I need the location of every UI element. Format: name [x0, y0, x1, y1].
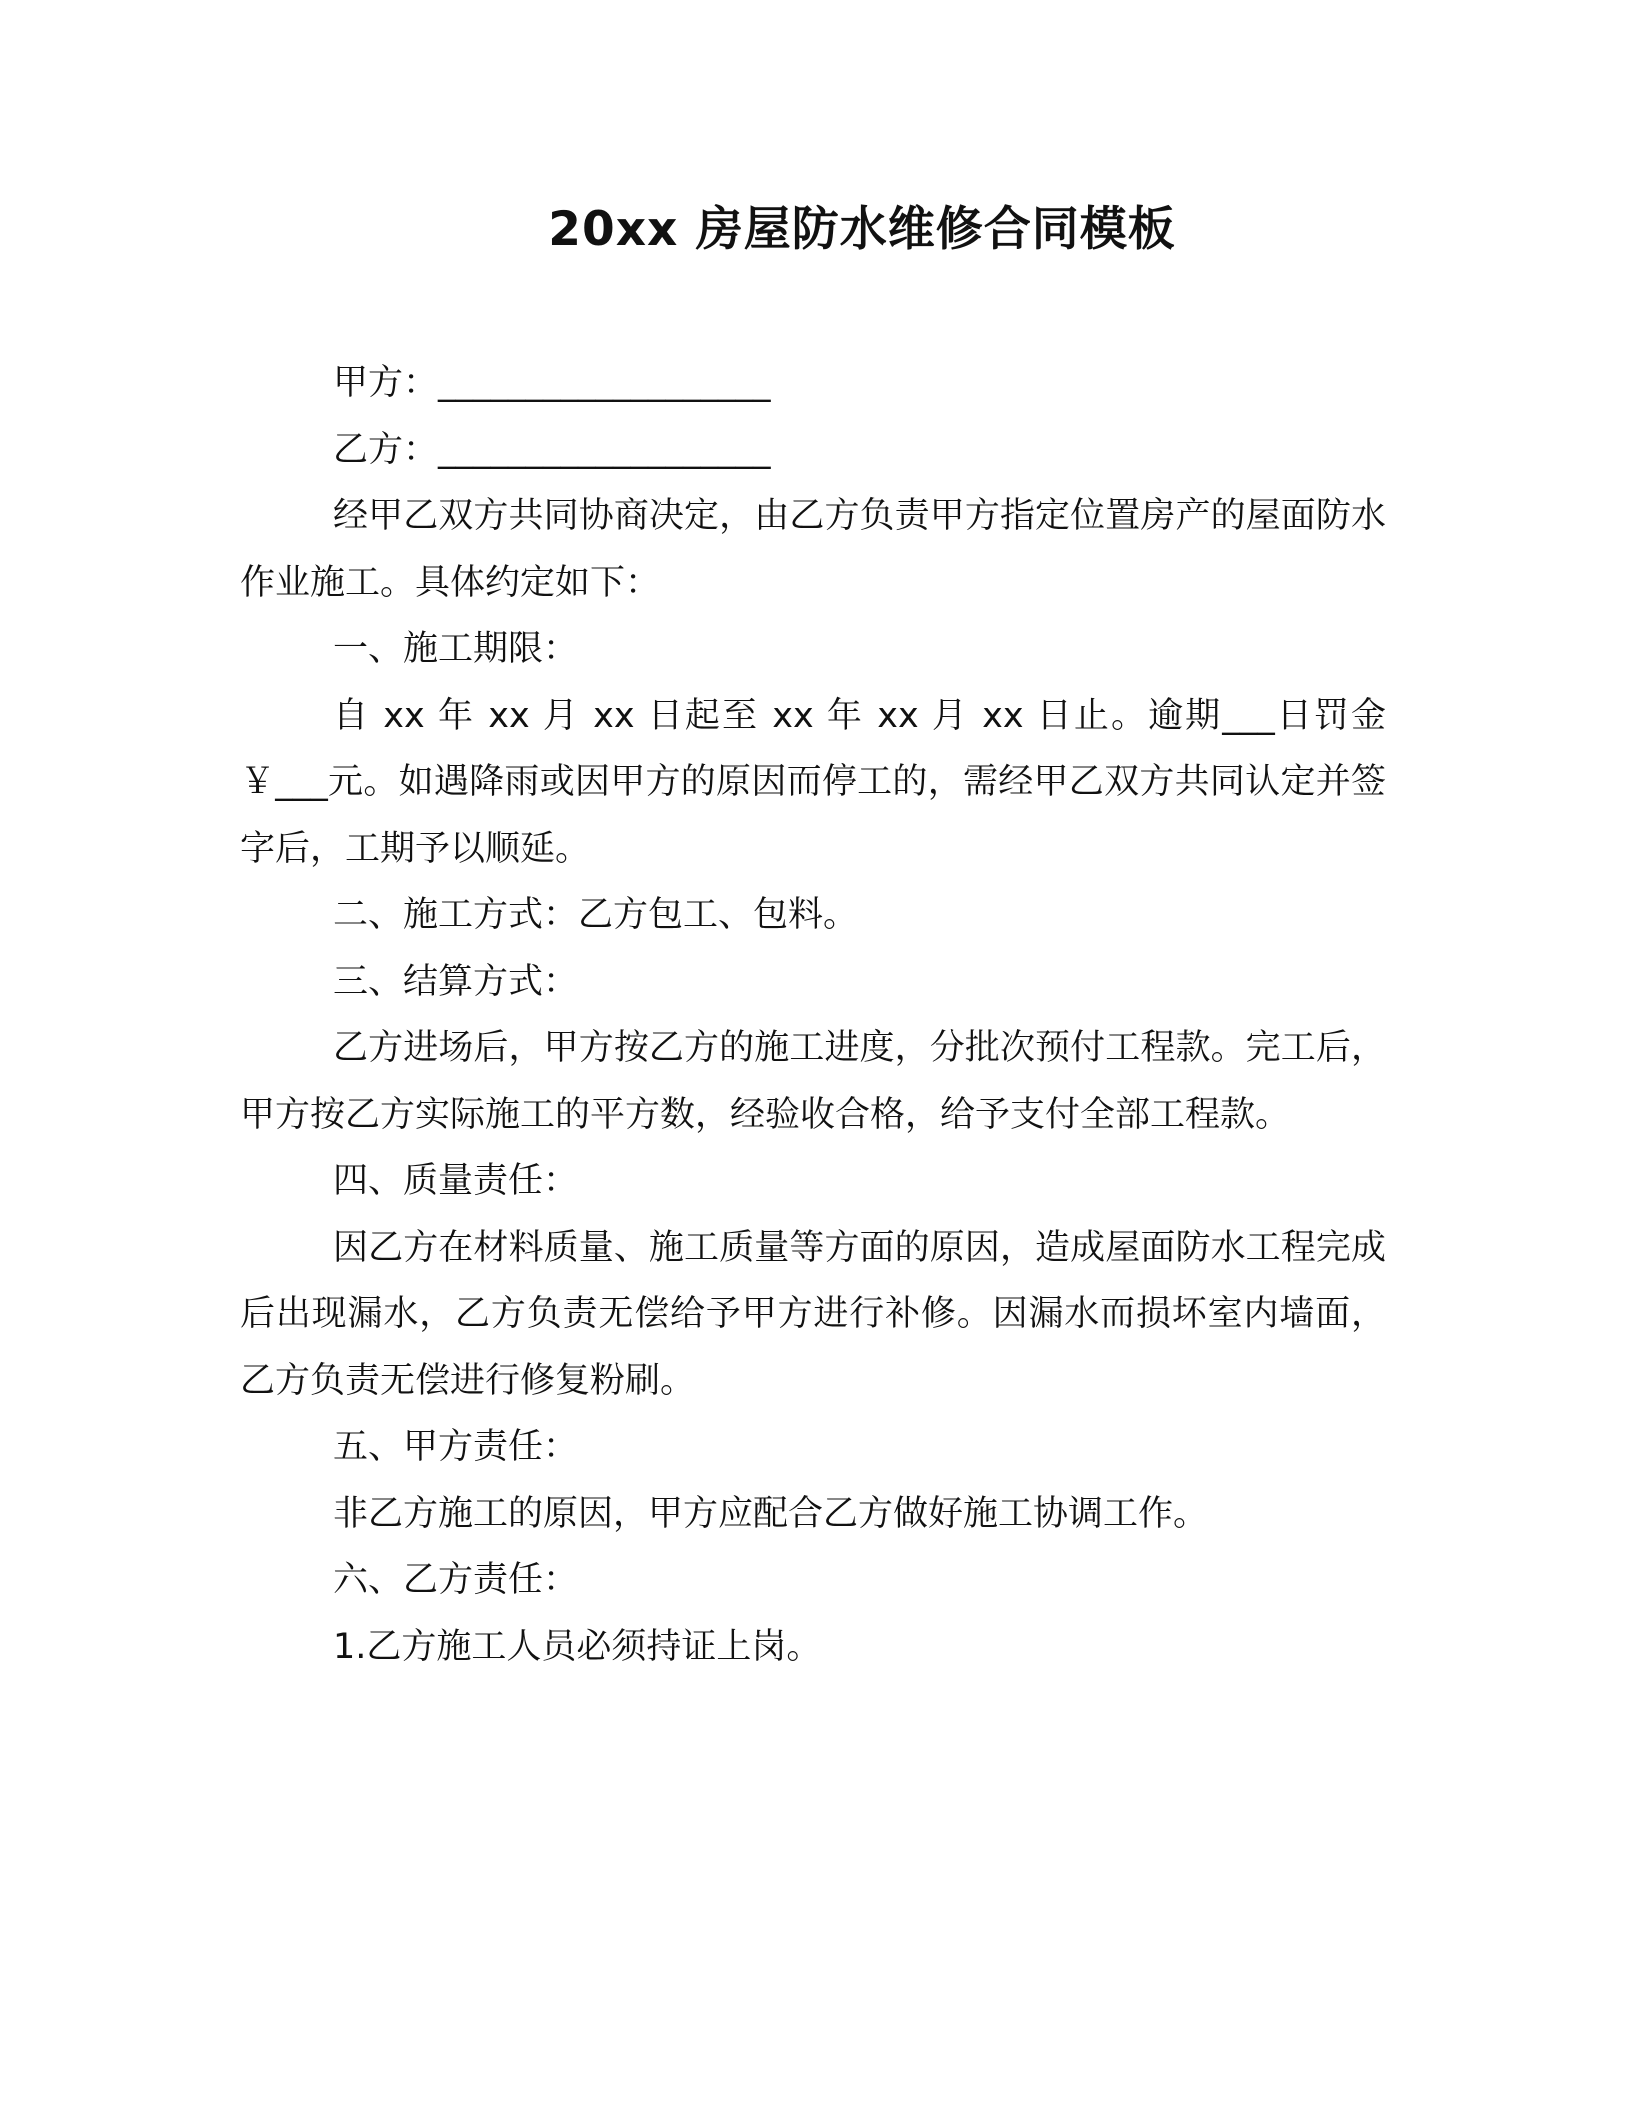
section-heading: 五、甲方责任： — [333, 1427, 579, 1467]
party-a-line: 甲方：___________________ — [333, 363, 771, 403]
document-title: 20xx 房屋防水维修合同模板 — [548, 202, 1176, 257]
section-paragraph: 非乙方施工的原因，甲方应配合乙方做好施工协调工作。 — [333, 1493, 1209, 1534]
section-heading: 二、施工方式：乙方包工、包料。 — [333, 895, 859, 935]
section-heading: 一、施工期限： — [333, 629, 579, 669]
section-heading: 四、质量责任： — [333, 1161, 579, 1201]
intro-paragraph: 经甲乙双方共同协商决定，由乙方负责甲方指定位置房产的屋面防水作业施工。具体约定如下： — [240, 496, 1386, 603]
document-body — [240, 350, 1386, 1680]
section-paragraph: 自 xx 年 xx 月 xx 日起至 xx 年 xx 月 xx 日止。逾期___日罚金￥___元。如遇降雨或因甲方的原因而停工的，需经甲乙双方共同认定并签字后，工期予以顺延。 — [240, 695, 1386, 869]
section-paragraph: 乙方进场后，甲方按乙方的施工进度，分批次预付工程款。完工后，甲方按乙方实际施工的平方数，经验收合格，给予支付全部工程款。 — [240, 1028, 1386, 1135]
section-paragraph: 因乙方在材料质量、施工质量等方面的原因，造成屋面防水工程完成后出现漏水，乙方负责无偿给予甲方进行补修。因漏水而损坏室内墙面，乙方负责无偿进行修复粉刷。 — [240, 1227, 1386, 1401]
section-heading: 三、结算方式： — [333, 961, 579, 1002]
party-b-line: 乙方：___________________ — [333, 429, 771, 470]
section-heading: 六、乙方责任： — [333, 1560, 579, 1600]
section-paragraph: 1.乙方施工人员必须持证上岗。 — [333, 1626, 822, 1667]
